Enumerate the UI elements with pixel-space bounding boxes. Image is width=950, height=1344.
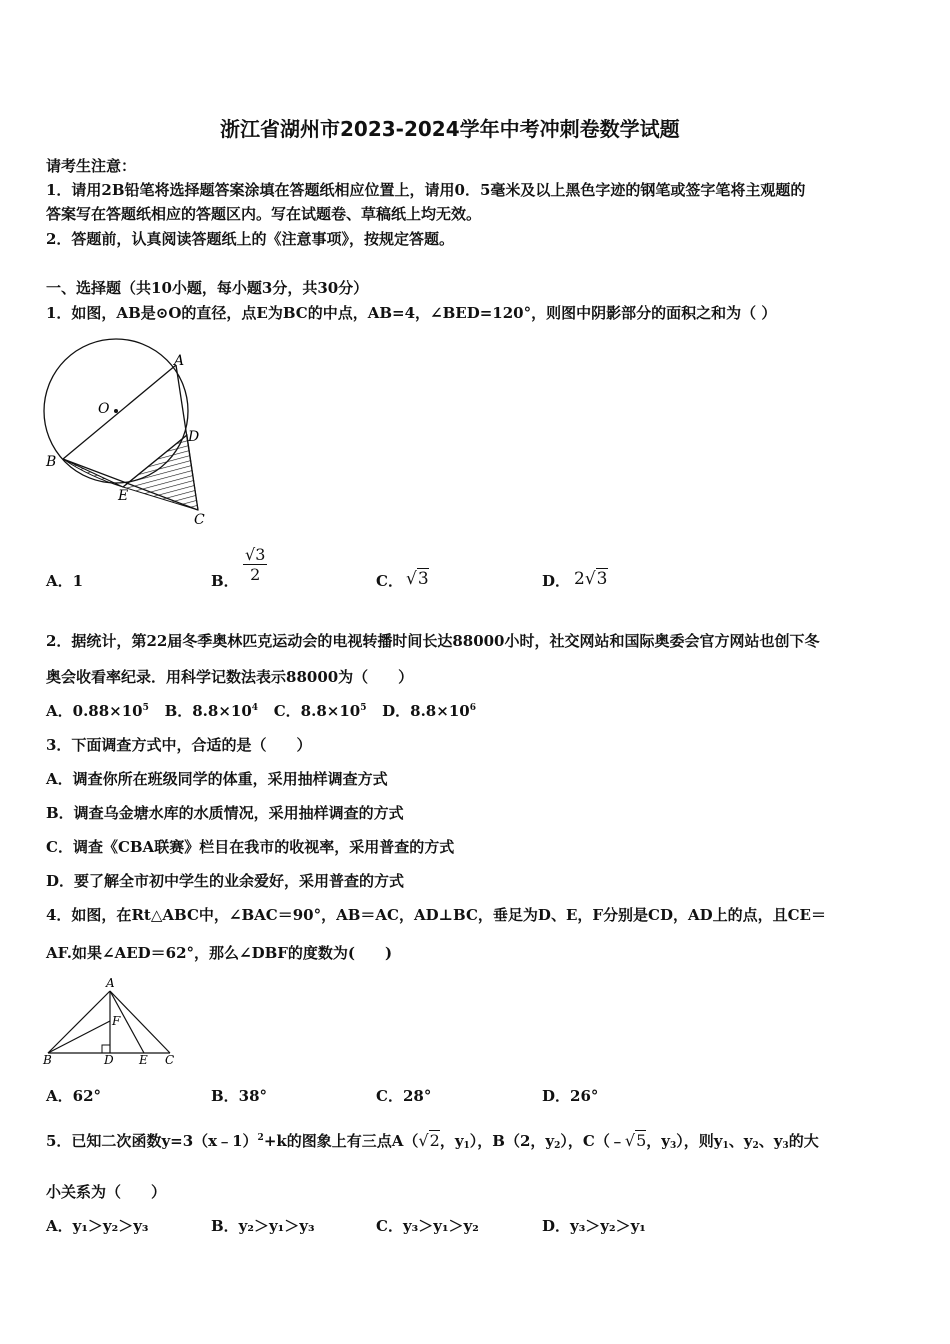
q1-label-C: C (194, 512, 205, 528)
q4-figure (40, 975, 185, 1067)
q2-stem-1: 2．据统计，第22届冬季奥林匹克运动会的电视转播时间长达88000小时，社交网站和国际奥委会官方网站也创下冬 (46, 632, 820, 650)
q1-option-c-radicand: 3 (417, 569, 429, 589)
q1-option-d-value: 2√3 (574, 569, 608, 589)
q1-option-c-label: C． (376, 572, 403, 590)
q3-stem: 3．下面调查方式中，合适的是（ ） (46, 736, 312, 754)
q4-stem-2: AF.如果∠AED＝62°，那么∠DBF的度数为( ) (46, 944, 393, 962)
q1-label-B: B (46, 454, 57, 470)
page-title: 浙江省湖州市2023-2024学年中考冲刺卷数学试题 (220, 117, 680, 141)
q4-option-c: C．28° (376, 1087, 432, 1105)
q1-option-b-num: √3 (245, 545, 266, 564)
q2-stem-2: 奥会收看率纪录．用科学记数法表示88000为（ ） (46, 668, 414, 686)
q5-stem-2: 小关系为（ ） (46, 1183, 167, 1201)
q1-option-c-value: √3 (406, 569, 429, 589)
notice-heading: 请考生注意： (46, 157, 137, 175)
notice-line-1: 1．请用2B铅笔将选择题答案涂填在答题纸相应位置上，请用0．5毫米及以上黑色字迹的钢笔或签字笔将主观题的 (46, 181, 806, 199)
q5-option-a: A．y₁＞y₂＞y₃ (46, 1217, 149, 1235)
q2-option-b: B．$8.8\times 10^4$ (164, 702, 259, 720)
q3-option-b: B．调查乌金塘水库的水质情况，采用抽样调查的方式 (46, 804, 404, 822)
q4-label-B: B (43, 1053, 52, 1067)
q3-option-a: A．调查你所在班级同学的体重，采用抽样调查方式 (46, 770, 388, 788)
q4-option-a: A．62° (46, 1087, 102, 1105)
section-heading: 一、选择题（共10小题，每小题3分，共30分） (46, 279, 369, 297)
q2-option-a: A．$0.88\times 10^5$ (46, 702, 149, 720)
q4-label-F: F (112, 1014, 121, 1028)
q4-label-D: D (104, 1053, 114, 1067)
q5-option-b: B．y₂＞y₁＞y₃ (211, 1217, 315, 1235)
q1-option-d-coef: 2 (574, 569, 585, 589)
q5-option-d: D．y₃＞y₂＞y₁ (542, 1217, 646, 1235)
q4-option-d: D．26° (542, 1087, 599, 1105)
q1-option-b-den: 2 (250, 565, 261, 584)
q1-option-d-radicand: 3 (596, 569, 608, 589)
q4-label-A: A (106, 976, 115, 990)
q1-option-b-fraction (243, 545, 267, 584)
notice-line-2: 2．答题前，认真阅读答题纸上的《注意事项》，按规定答题。 (46, 230, 454, 248)
q1-figure (40, 335, 220, 530)
q4-label-C: C (165, 1053, 175, 1067)
q2-option-d: D．$8.8\times 10^6$ (382, 702, 476, 720)
q1-label-O: O (98, 401, 110, 417)
q1-option-b-label: B． (211, 572, 239, 590)
q1-option-d-label: D． (542, 572, 571, 590)
q1-option-a: A．1 (46, 572, 84, 590)
q3-option-c: C．调查《CBA联赛》栏目在我市的收视率，采用普查的方式 (46, 838, 455, 856)
q1-stem: 1．如图，AB是⊙O的直径，点E为BC的中点，AB=4，∠BED=120°，则图中阴影部分的面积之和为（ ） (46, 304, 777, 322)
q2-options (46, 700, 476, 721)
q2-option-c: C．$8.8\times 10^5$ (273, 702, 367, 720)
q1-label-E: E (118, 488, 129, 504)
q4-option-b: B．38° (211, 1087, 268, 1105)
q3-option-d: D．要了解全市初中学生的业余爱好，采用普查的方式 (46, 872, 405, 890)
q5-stem-1: 5．已知二次函数y=3（x﹣1）$^2$+k的图象上有三点A（√2，$y_1$），B（2，$y_2$），C（﹣√5，$y_3$），则$y_1$、$y_2$、$y_3$的大 (46, 1131, 819, 1151)
q5-sqrt5: √5 (624, 1131, 647, 1150)
notice-line-1b: 答案写在答题纸相应的答题区内。写在试题卷、草稿纸上均无效。 (46, 205, 482, 223)
q4-stem-1: 4．如图，在Rt△ABC中，∠BAC＝90°，AB＝AC，AD⊥BC，垂足为D、E，F分别是CD，AD上的点，且CE＝ (46, 906, 826, 924)
q4-label-E: E (139, 1053, 148, 1067)
q5-option-c: C．y₃＞y₁＞y₂ (376, 1217, 479, 1235)
q1-label-A: A (174, 353, 185, 369)
q1-label-D: D (188, 429, 200, 445)
q5-sqrt2: √2 (418, 1131, 440, 1150)
